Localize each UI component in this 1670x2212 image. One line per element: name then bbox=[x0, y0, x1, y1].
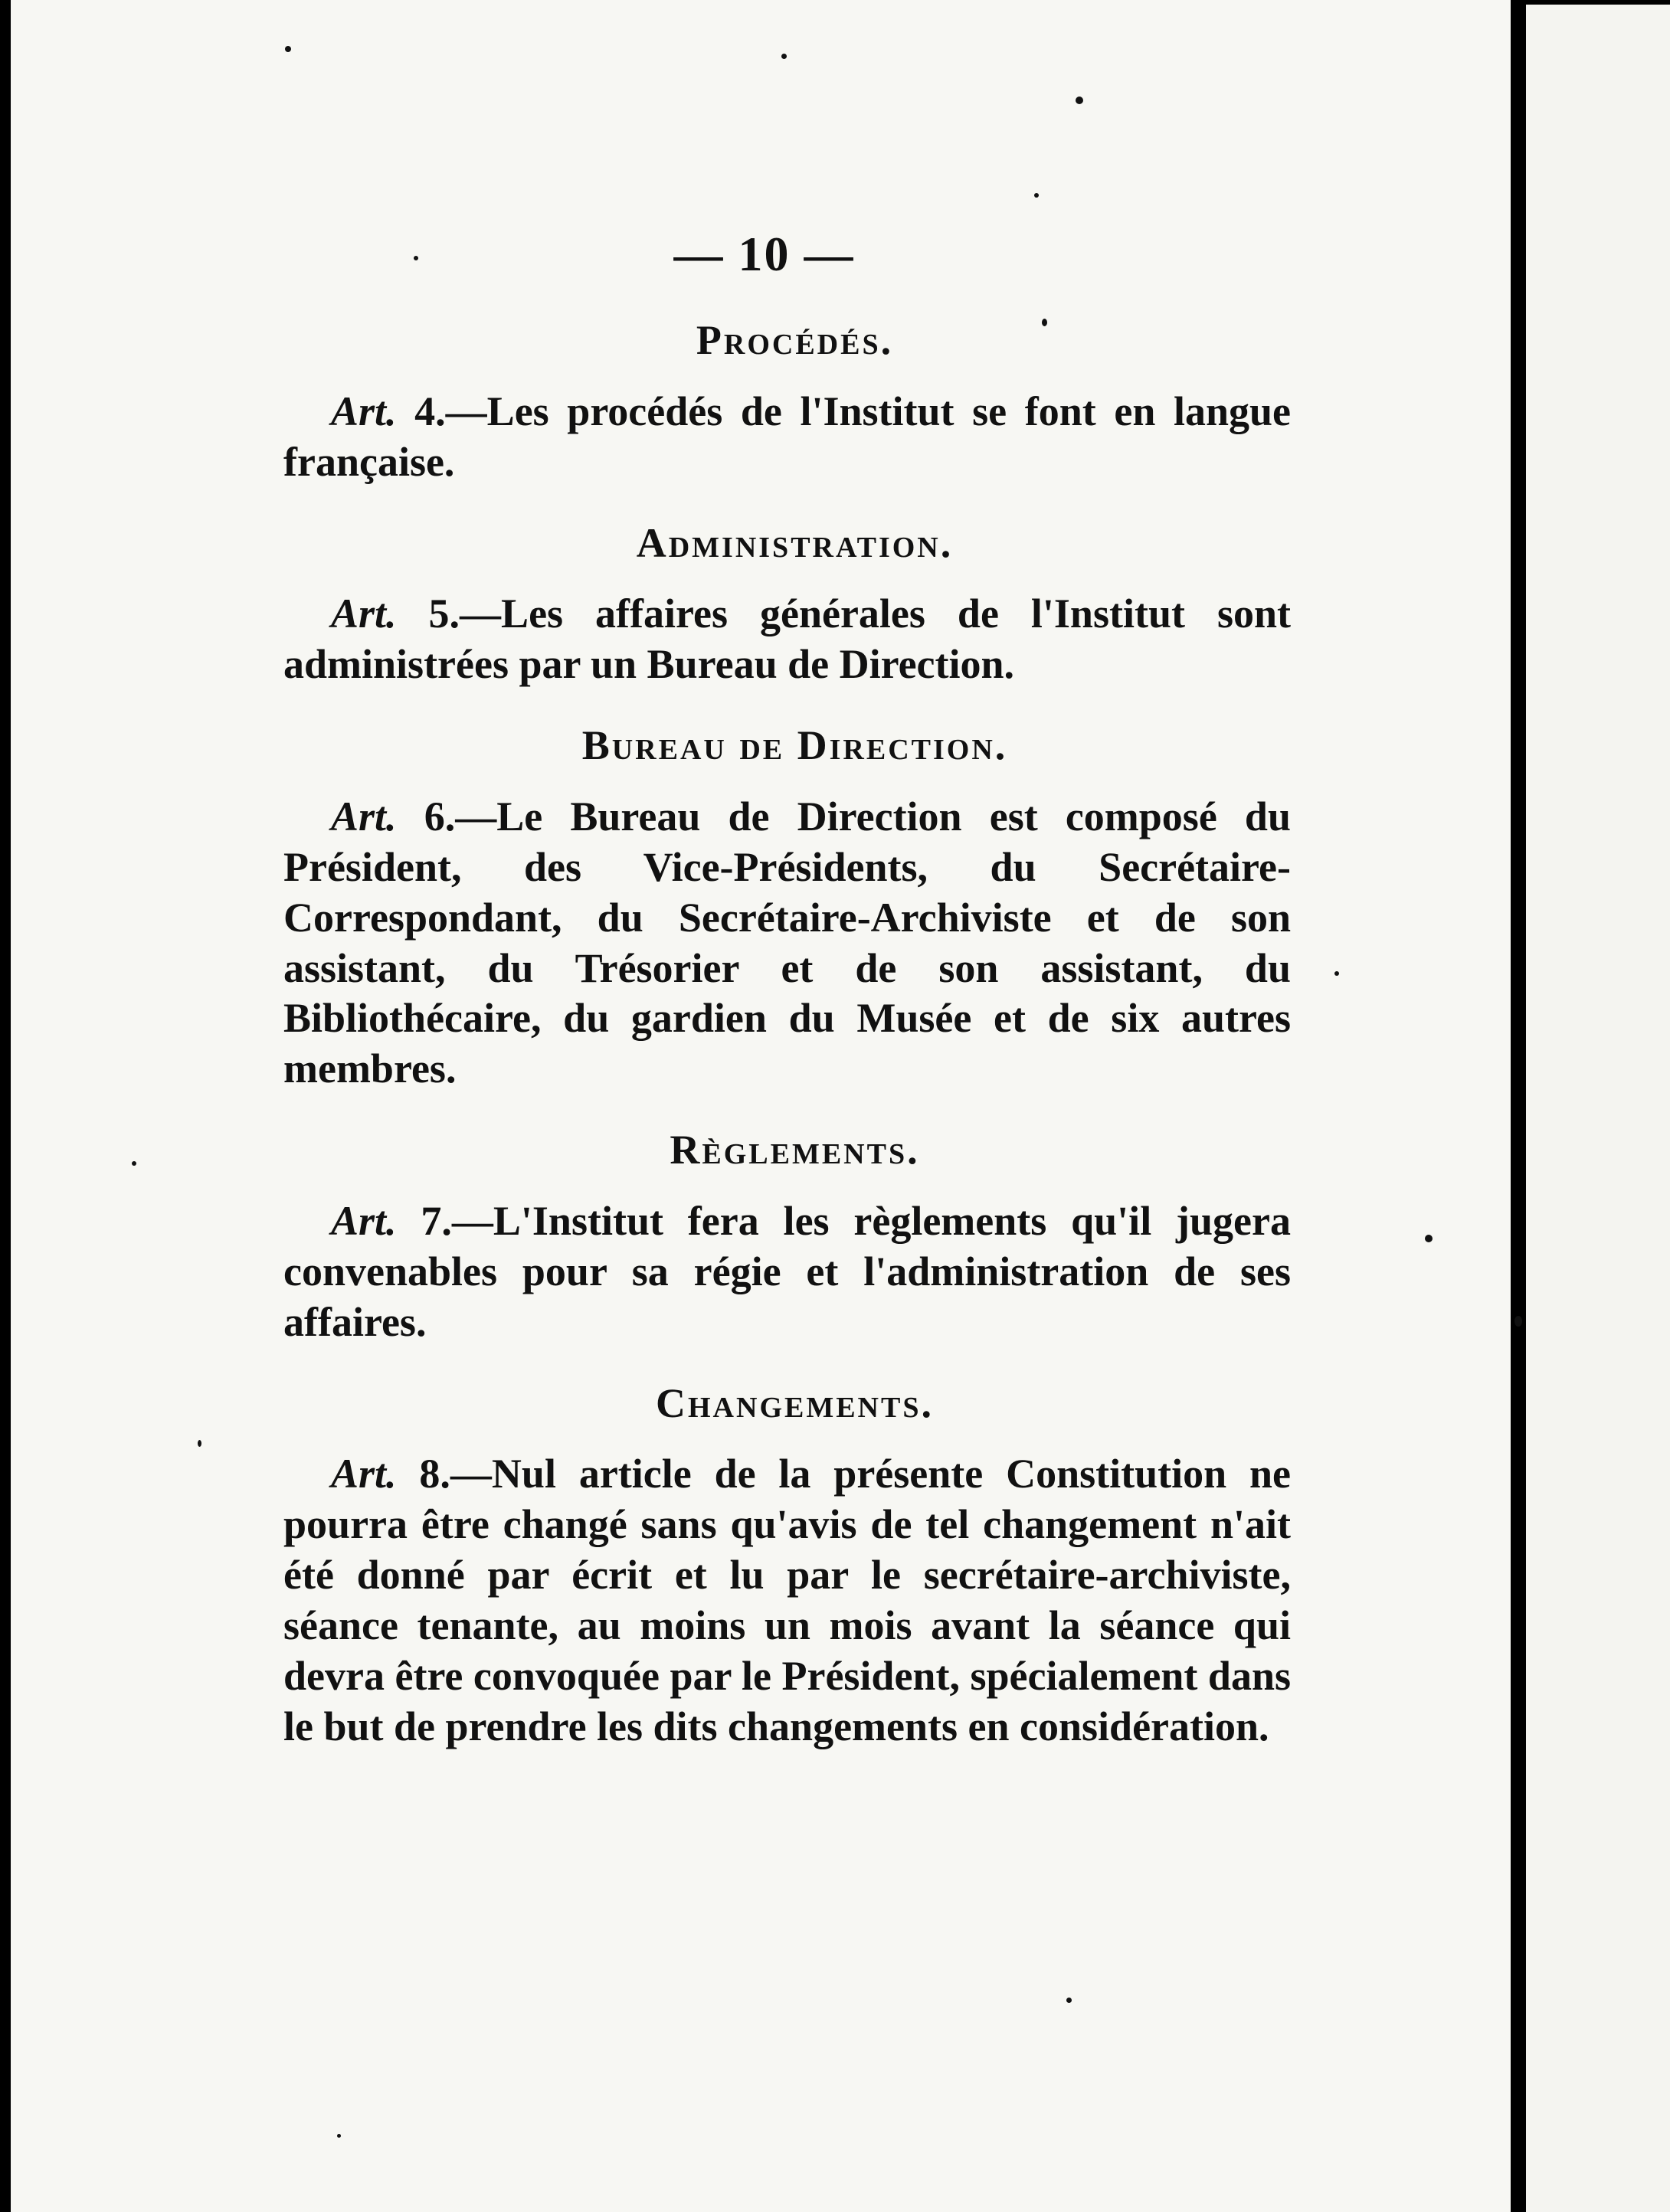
article-number: 6. bbox=[424, 793, 456, 839]
article-number: 8. bbox=[419, 1451, 450, 1497]
article-paragraph bbox=[283, 1449, 1291, 1752]
document-text bbox=[283, 227, 1292, 1752]
scan-speck bbox=[781, 54, 787, 59]
section-changements bbox=[283, 1379, 1291, 1752]
section-bureau-de-direction bbox=[283, 721, 1291, 1095]
article-paragraph bbox=[283, 1196, 1291, 1348]
scan-speck bbox=[1425, 1235, 1433, 1242]
section-heading: Bureau de Direction. bbox=[581, 722, 1008, 769]
scan-speck bbox=[1066, 1998, 1072, 2003]
scan-speck bbox=[1034, 193, 1039, 198]
scan-speck bbox=[1334, 971, 1339, 976]
article-label: Art. bbox=[331, 388, 397, 434]
article-label: Art. bbox=[331, 793, 397, 839]
article-label: Art. bbox=[331, 591, 397, 637]
article-number: 4. bbox=[414, 388, 446, 434]
article-paragraph bbox=[283, 589, 1291, 690]
scan-speck bbox=[1076, 97, 1083, 104]
scan-speck bbox=[132, 1161, 136, 1166]
section-heading: Procédés. bbox=[696, 317, 894, 363]
article-label: Art. bbox=[331, 1451, 397, 1497]
article-paragraph bbox=[283, 387, 1291, 488]
article-text: —L'Institut fera les règlements qu'il jugera convenables pour sa régie et l'administration de ses affaires. bbox=[283, 1197, 1291, 1345]
scan-speck bbox=[1514, 1316, 1522, 1327]
article-text: —Les procédés de l'Institut se font en langue française. bbox=[283, 388, 1292, 485]
article-text: —Les affaires générales de l'Institut sont administrées par un Bureau de Direction. bbox=[283, 591, 1291, 688]
page-number: — 10 — bbox=[673, 227, 855, 281]
article-text: —Nul article de la présente Constitution ne pourra être changé sans qu'avis de tel changement n'ait été donné par écrit et lu par le secrétaire-archiviste, séance tenante, au moins un mois avant la séance qui devra être convoquée par le Président, spécialement dans le but de prendre les dits changements en considération. bbox=[283, 1451, 1292, 1749]
adjacent-page-edge bbox=[1526, 5, 1670, 2212]
section-reglements bbox=[283, 1125, 1291, 1347]
article-text: —Le Bureau de Direction est composé du Président, des Vice-Présidents, du Secrétaire-Correspondant, du Secrétaire-Archiviste et de son assistant, du Trésorier et de son assistant, du Bibliothécaire, du gardien du Musée et de six autres membres. bbox=[283, 793, 1291, 1092]
scan-speck bbox=[337, 2134, 341, 2138]
scan-speck bbox=[198, 1440, 201, 1447]
section-heading: Règlements. bbox=[670, 1127, 920, 1173]
section-administration bbox=[283, 519, 1291, 691]
section-heading: Changements. bbox=[656, 1379, 934, 1426]
scan-speck bbox=[285, 46, 291, 52]
section-heading: Administration. bbox=[636, 519, 954, 566]
section-procedes bbox=[283, 316, 1291, 488]
article-number: 7. bbox=[421, 1197, 452, 1244]
article-paragraph bbox=[283, 792, 1291, 1095]
article-number: 5. bbox=[428, 591, 460, 637]
article-label: Art. bbox=[331, 1197, 397, 1244]
